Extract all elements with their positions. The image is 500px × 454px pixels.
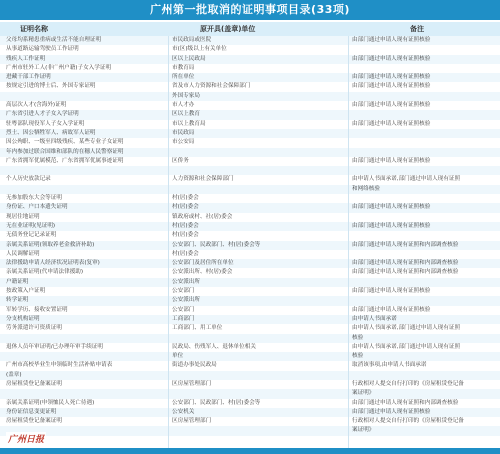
table-row [0, 334, 500, 343]
cell-name: 房屋租赁登记备案证明 [6, 418, 62, 425]
table-row [0, 92, 500, 101]
cell-note: 由部门通过申请人现有证照核验 [352, 204, 431, 211]
cell-unit: 村(居)委会 [172, 195, 199, 202]
cell-unit: 区侨务 [172, 157, 189, 164]
cell-unit: 工商部门 [172, 315, 195, 322]
cell-note: 由部门通过申请人现有证照核验 [352, 222, 431, 229]
cell-unit: 公安派出所 [172, 278, 200, 285]
cell-name: 亲属关系证明(领取养老金救济补助) [6, 241, 95, 248]
table-row [0, 175, 500, 184]
table-row [0, 82, 500, 91]
table-row [0, 64, 500, 73]
cell-name: 退休人员年审证明/已办理年审手续证明 [6, 343, 103, 350]
cell-name: 父母均系精患重病或生活不能自理证明 [6, 37, 102, 43]
table-row [0, 352, 500, 361]
table-row [0, 315, 500, 324]
table-row [0, 55, 500, 64]
column-divider [168, 36, 169, 448]
cell-unit: 街道办事处民政局 [172, 362, 217, 369]
cell-name: 年内参加过联合国维和部队的在穗人民警察证明 [6, 148, 124, 155]
header-unit: 原开具(盖章)单位 [200, 25, 256, 33]
cell-name: 法律援助申请人经济状况证明表(复审) [6, 260, 100, 267]
cell-note: 案证明》 [352, 390, 375, 397]
cell-note: 由部门通过申请人现有证照核验 [352, 83, 431, 90]
cell-name: 个人历史放款记录 [6, 176, 51, 183]
cell-unit: 省及市人力资源和社会保障部门 [172, 83, 251, 90]
table-row [0, 148, 500, 157]
cell-name: 亲属关系证明(代申请法律援助) [6, 269, 84, 276]
cell-unit: 市人才办 [172, 102, 195, 109]
cell-unit: 公安机关 [172, 408, 195, 415]
table-row [0, 408, 500, 417]
cell-name: 广东省引进人才子女入学证明 [6, 111, 79, 118]
cell-unit: 区房屋管理部门 [172, 380, 212, 387]
table-row [0, 110, 500, 119]
cell-unit: 区房屋管理部门 [172, 418, 212, 425]
cell-name: 因公殉职、一级至四级残疾、某些专业子女证明 [6, 139, 124, 146]
cell-unit: 民政局、伤残军人、退休单位相关 [172, 343, 256, 350]
table-row [0, 371, 500, 380]
table-row [0, 268, 500, 277]
table-header [0, 22, 500, 36]
table-row [0, 361, 500, 370]
table-row [0, 36, 500, 45]
cell-unit: 外国专家局 [172, 92, 200, 99]
cell-name: 人民调解证明 [6, 250, 40, 257]
cell-note: 由申请人书面承诺,部门通过申请人现有证照 [352, 343, 461, 350]
table-row [0, 324, 500, 333]
table-row [0, 278, 500, 287]
table-row [0, 120, 500, 129]
cell-unit: 市(区)级以上有关单位 [172, 46, 227, 53]
cell-unit: 市公安局 [172, 139, 195, 146]
cell-note: 由申请人书面承诺,部门通过申请人现有证照 [352, 176, 461, 183]
cell-note: 案证明》 [352, 427, 375, 434]
cell-unit: 公安派出所 [172, 297, 200, 304]
table-row [0, 213, 500, 222]
table-row [0, 250, 500, 259]
table-row [0, 185, 500, 194]
cell-note: 由部门通过申请人现有证照核验 [352, 157, 431, 164]
table-row [0, 157, 500, 166]
cell-unit: 人力资源和社会保障部门 [172, 176, 234, 183]
cell-unit: 公安部门 [172, 288, 195, 295]
cell-note: 和网络核验 [352, 185, 380, 192]
cell-note: 行政相对人提交自行打印的《房屋租赁登记备 [352, 380, 464, 387]
cell-note: 由部门通过申请人现有证照核验 [352, 74, 431, 81]
cell-name: 亲属关系证明(申领恤民人死亡待遇) [6, 399, 95, 406]
table-row [0, 426, 500, 435]
cell-note: 由部门通过申请人现有证照和内部调查核验 [352, 241, 459, 248]
cell-note: 由部门通过申请人现有证照核验 [352, 120, 431, 127]
cell-name: 身份证、户口本遗失证明 [6, 204, 68, 211]
cell-name: 高层次人才(含海外)证明 [6, 102, 67, 109]
cell-name: 分支机构证明 [6, 315, 40, 322]
cell-name: 房屋租赁登记备案证明 [6, 380, 62, 387]
table-row [0, 45, 500, 54]
table-body [0, 36, 500, 436]
newspaper-logo: 广州日报 [6, 432, 46, 445]
cell-unit: 公安部门及居住所在单位 [172, 260, 234, 267]
cell-note: 由部门通过申请人现有证照核验 [352, 102, 431, 109]
cell-name: 军转学历、接收安置证明 [6, 306, 68, 313]
cell-unit: 村(居)委会 [172, 232, 199, 239]
cell-unit: 村(居)委会 [172, 204, 199, 211]
cell-note: 取消该事项,由申请人书面承诺 [352, 362, 427, 369]
cell-name: 按政策入户证明 [6, 288, 46, 295]
cell-unit: 市以上教育局 [172, 120, 206, 127]
cell-name: 烈士、因公牺牲军人、病故军人证明 [6, 129, 96, 136]
cell-unit: 公安部门、民政部门、村(居)委会等 [172, 241, 261, 248]
cell-unit: 市民政局或医院 [172, 37, 212, 43]
cell-note: 由部门通过申请人现有证照和内部调查核验 [352, 399, 459, 406]
cell-unit: 所在单位 [172, 74, 195, 81]
cell-name: (盖章) [6, 371, 22, 378]
cell-unit: 市教育局 [172, 64, 195, 71]
table-row [0, 296, 500, 305]
cell-unit: 区以上教育 [172, 111, 200, 118]
cell-name: 广州市驻外工人(非广州户籍)子女入学证明 [6, 64, 112, 71]
table-row [0, 417, 500, 426]
column-divider [348, 36, 349, 448]
cell-name: 残疾人工作证明 [6, 55, 46, 62]
cell-name: 进藏干部工作证明 [6, 74, 51, 81]
cell-unit: 村(居)委会 [172, 250, 199, 257]
cell-name: 转学证明 [6, 297, 29, 304]
table-row [0, 166, 500, 175]
bottom-bar [0, 448, 500, 454]
header-name: 证明名称 [20, 25, 48, 33]
document-title: 广州第一批取消的证明事项目录(33项) [0, 0, 500, 20]
cell-note: 由部门通过申请人现有证照核验 [352, 408, 431, 415]
cell-unit: 村(居)委会 [172, 222, 199, 229]
table-row [0, 241, 500, 250]
table-row [0, 222, 500, 231]
cell-note: 由部门通过申请人现有证照核验 [352, 55, 431, 62]
cell-note: 由申请人书面承诺,部门通过申请人现有证照 [352, 325, 461, 332]
table-row [0, 389, 500, 398]
table-row [0, 194, 500, 203]
cell-note: 由部门通过申请人现有证照核验 [352, 288, 431, 295]
table-row [0, 203, 500, 212]
table-row [0, 343, 500, 352]
cell-name: 户籍证明 [6, 278, 29, 285]
cell-note: 由申请人书面承诺 [352, 315, 397, 322]
cell-note: 核验 [352, 353, 364, 360]
header-note: 备注 [410, 25, 424, 33]
cell-name: 无在业证明(见证明) [6, 222, 56, 229]
cell-note: 由部门通过申请人现有证照和内部调查核验 [352, 260, 459, 267]
cell-unit: 区以上民政局 [172, 55, 206, 62]
cell-name: 现居住地证明 [6, 213, 40, 220]
table-row [0, 306, 500, 315]
table-row [0, 399, 500, 408]
cell-note: 行政相对人提交自行打印的《房屋租赁登记备 [352, 418, 464, 425]
cell-unit: 市民政局 [172, 129, 195, 136]
cell-unit: 单位 [172, 353, 184, 360]
table-row [0, 138, 500, 147]
cell-note: 由部门通过申请人现有证照和内部调查核验 [352, 269, 459, 276]
cell-name: 无参加股东大会等证明 [6, 195, 62, 202]
cell-note: 核验 [352, 334, 364, 341]
cell-name: 无债务登记记录证明 [6, 232, 57, 239]
table-row [0, 129, 500, 138]
cell-unit: 公安派出所、村(居)委会 [172, 269, 233, 276]
cell-note: 由部门通过申请人现有证照核验 [352, 37, 431, 43]
cell-name: 劳务派遣许可资质证明 [6, 325, 62, 332]
table-row [0, 231, 500, 240]
cell-name: 按规定引进的博士后、外国专家证明 [6, 83, 96, 90]
cell-name: 广东省拥军优属模范、广东省拥军优属事迹证明 [6, 157, 124, 164]
cell-note: 由部门通过申请人现有证照核验 [352, 306, 431, 313]
table-row [0, 287, 500, 296]
table-row [0, 259, 500, 268]
table-row [0, 73, 500, 82]
cell-unit: 工商部门、用工单位 [172, 325, 223, 332]
cell-name: 广州市高校毕业生申领临时生活补贴申请表 [6, 362, 113, 369]
cell-unit: 镇政府或村、社(居)委会 [172, 213, 233, 220]
table-row [0, 101, 500, 110]
table-row [0, 380, 500, 389]
cell-unit: 公安部门 [172, 306, 195, 313]
cell-name: 身份证信息变更证明 [6, 408, 57, 415]
cell-unit: 公安部门、民政部门、村(居)委会等 [172, 399, 261, 406]
cell-name: 从事道路运输驾驶员工作证明 [6, 46, 79, 53]
cell-name: 驻粤部队现役军人子女入学证明 [6, 120, 85, 127]
